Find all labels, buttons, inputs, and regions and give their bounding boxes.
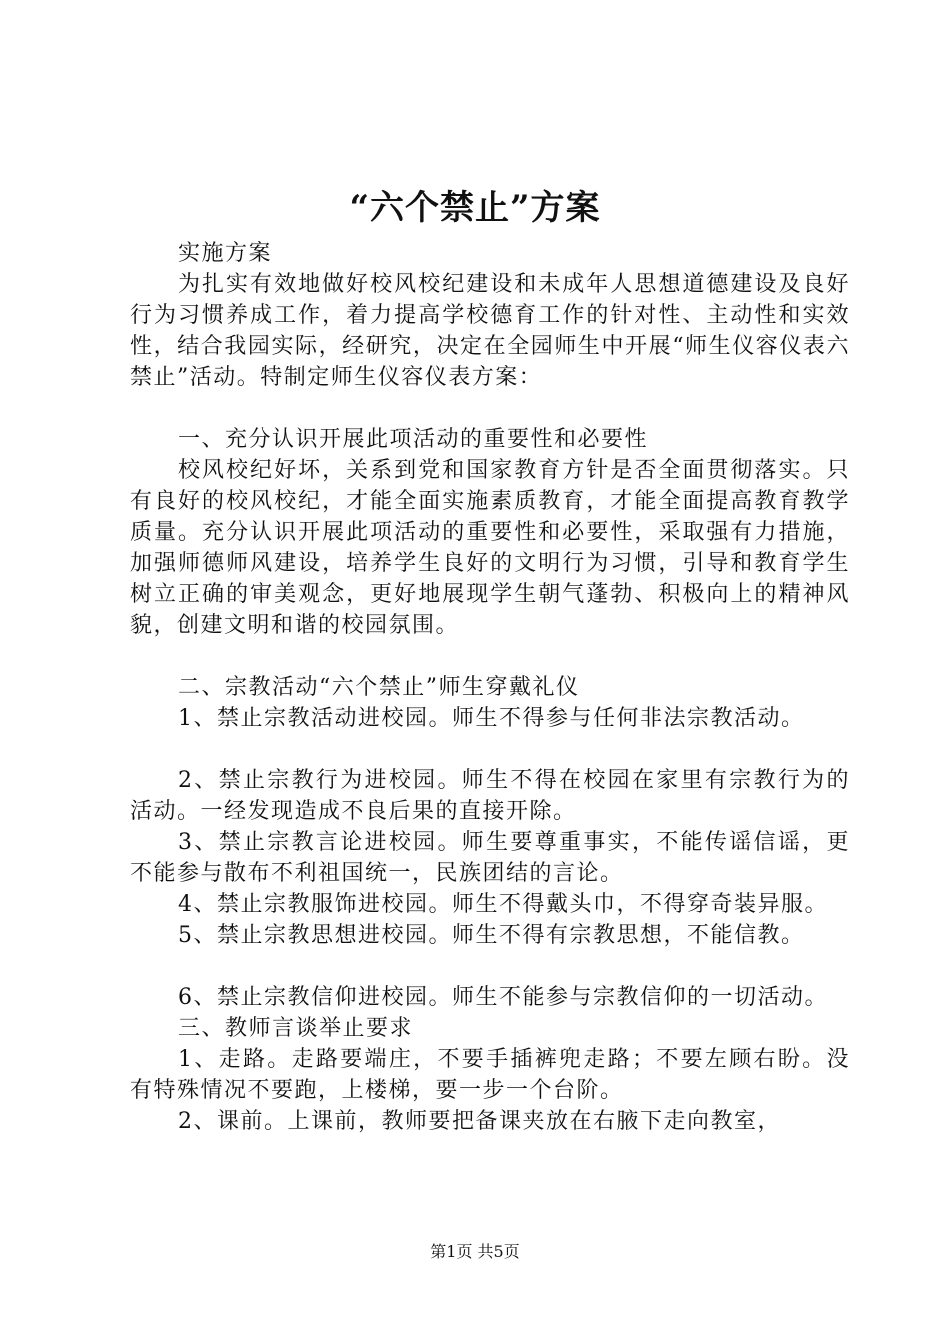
document-title: “六个禁止”方案 bbox=[349, 188, 601, 228]
list-item-rule-3: 3、禁止宗教言论进校园。师生要尊重事实，不能传谣信谣，更不能参与散布不利祖国统一，民族团结的言论。 bbox=[130, 830, 850, 886]
list-item-rule-5: 5、禁止宗教思想进校园。师生不得有宗教思想，不能信教。 bbox=[178, 923, 805, 948]
section-heading-1: 一、充分认识开展此项活动的重要性和必要性 bbox=[178, 427, 649, 452]
list-item-rule-4: 4、禁止宗教服饰进校园。师生不得戴头巾，不得穿奇装异服。 bbox=[178, 892, 828, 917]
paragraph-section-1: 校风校纪好坏，关系到党和国家教育方针是否全面贯彻落实。只有良好的校风校纪，才能全面实施素质教育，才能全面提高教育教学质量。充分认识开展此项活动的重要性和必要性，采取强有力措施，加强师德师风建设，培养学生良好的文明行为习惯，引导和教育学生树立正确的审美观念，更好地展现学生朝气蓬勃、积极向上的精神风貌，创建文明和谐的校园氛围。 bbox=[130, 458, 850, 638]
page-footer: 第1页 共5页 bbox=[430, 1242, 520, 1261]
list-item-rule-6: 6、禁止宗教信仰进校园。师生不能参与宗教信仰的一切活动。 bbox=[178, 985, 828, 1010]
paragraph-intro: 为扎实有效地做好校风校纪建设和未成年人思想道德建设及良好行为习惯养成工作，着力提高学校德育工作的针对性、主动性和实效性，结合我园实际，经研究，决定在全园师生中开展“师生仪容仪表六禁止”活动。特制定师生仪容仪表方案： bbox=[130, 272, 850, 390]
document-body bbox=[130, 238, 850, 1137]
paragraph-implementation-heading: 实施方案 bbox=[178, 241, 273, 266]
section-heading-3: 三、教师言谈举止要求 bbox=[178, 1016, 414, 1041]
section-heading-2: 二、宗教活动“六个禁止”师生穿戴礼仪 bbox=[178, 675, 580, 700]
list-item-walking: 1、走路。走路要端庄，不要手插裤兜走路；不要左顾右盼。没有特殊情况不要跑，上楼梯，要一步一个台阶。 bbox=[130, 1047, 850, 1103]
list-item-rule-1: 1、禁止宗教活动进校园。师生不得参与任何非法宗教活动。 bbox=[178, 706, 805, 731]
list-item-rule-2: 2、禁止宗教行为进校园。师生不得在校园在家里有宗教行为的活动。一经发现造成不良后果的直接开除。 bbox=[130, 768, 850, 824]
list-item-before-class: 2、课前。上课前，教师要把备课夹放在右腋下走向教室， bbox=[178, 1109, 781, 1134]
